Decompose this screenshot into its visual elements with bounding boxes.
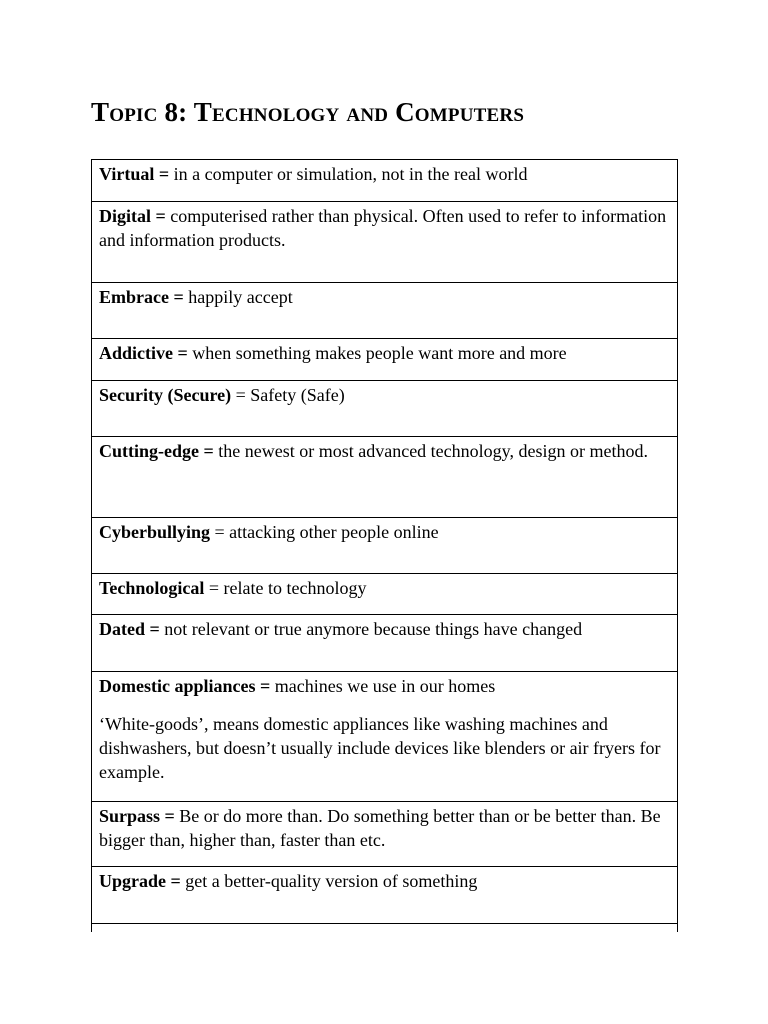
term: Addictive =: [99, 343, 188, 363]
definition: Be or do more than. Do something better than or be better than. Be bigger than, higher than, faster than etc.: [99, 806, 661, 850]
entry-text: [99, 439, 670, 463]
definition: when something makes people want more and more: [187, 343, 567, 363]
term: Embrace =: [99, 287, 184, 307]
term: Security (Secure): [99, 385, 232, 405]
entry-text: [99, 869, 670, 893]
vocab-row-virtual: [92, 160, 677, 202]
vocab-row-upgrade: [92, 867, 677, 924]
term: Upgrade =: [99, 871, 181, 891]
term: Technological: [99, 578, 205, 598]
vocab-row-security: [92, 381, 677, 437]
entry-text: [99, 383, 670, 407]
definition: machines we use in our homes: [270, 676, 496, 696]
vocabulary-table: [91, 159, 678, 932]
vocab-row-technological: [92, 574, 677, 615]
vocab-row-cutting-edge: [92, 437, 677, 518]
entry-text: [99, 576, 670, 600]
definition: the newest or most advanced technology, design or method.: [213, 441, 648, 461]
definition: get a better-quality version of something: [180, 871, 478, 891]
definition: not relevant or true anymore because things have changed: [159, 619, 583, 639]
entry-note: ‘White-goods’, means domestic appliances like washing machines and dishwashers, but doesn’t usually include devices like blenders or air fryers for example.: [99, 714, 661, 782]
definition: happily accept: [183, 287, 293, 307]
definition: = Safety (Safe): [231, 385, 345, 405]
entry-text: [99, 674, 670, 698]
term: Cyberbullying: [99, 522, 211, 542]
vocab-row-surpass: [92, 802, 677, 867]
definition: computerised rather than physical. Often used to refer to information and information products.: [99, 206, 667, 250]
vocab-row-domestic-appliances: [92, 672, 677, 802]
term: Cutting-edge =: [99, 441, 214, 461]
entry-text: [99, 285, 670, 309]
term: Virtual =: [99, 164, 170, 184]
definition: in a computer or simulation, not in the real world: [169, 164, 528, 184]
vocab-row-cyberbullying: [92, 518, 677, 574]
vocab-row-addictive: [92, 339, 677, 381]
entry-text: [99, 204, 670, 252]
entry-text: [99, 520, 670, 544]
entry-text: [99, 341, 670, 365]
vocab-row-digital: [92, 202, 677, 283]
entry-text: [99, 617, 670, 641]
entry-text: [99, 162, 670, 186]
vocab-row-embrace: [92, 283, 677, 339]
vocab-row-dated: [92, 615, 677, 672]
vocab-row-continued: [92, 924, 677, 932]
term: Digital =: [99, 206, 166, 226]
term: Dated =: [99, 619, 160, 639]
term: Domestic appliances =: [99, 676, 271, 696]
term: Surpass =: [99, 806, 175, 826]
entry-text: [99, 804, 670, 852]
definition: = relate to technology: [204, 578, 367, 598]
definition: = attacking other people online: [210, 522, 439, 542]
page-title: Topic 8: Technology and Computers: [91, 97, 525, 127]
